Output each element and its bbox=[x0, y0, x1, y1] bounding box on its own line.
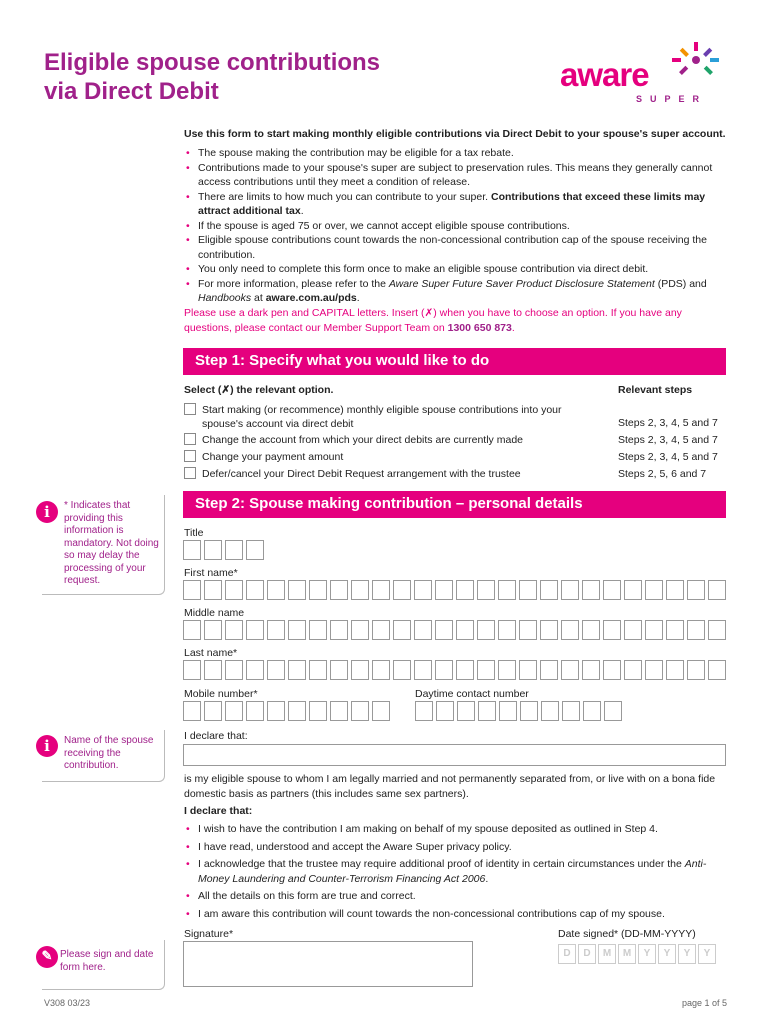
char-box[interactable] bbox=[415, 701, 433, 721]
bullet-text: at bbox=[251, 292, 266, 304]
sign-note bbox=[42, 940, 165, 990]
spouse-name-input[interactable] bbox=[183, 744, 726, 766]
char-box[interactable] bbox=[645, 580, 663, 600]
char-box[interactable] bbox=[183, 580, 201, 600]
spouse-declaration: is my eligible spouse to whom I am legally married and not permanently separated from, or live with on a bona fide domestic basis as partners (this includes same sex partners). bbox=[184, 773, 716, 800]
char-box[interactable] bbox=[414, 620, 432, 640]
declaration-list bbox=[184, 822, 729, 921]
date-day-2[interactable]: D bbox=[578, 944, 596, 964]
char-box[interactable] bbox=[499, 701, 517, 721]
aware-logo bbox=[558, 40, 728, 110]
date-year-2[interactable]: Y bbox=[658, 944, 676, 964]
char-box[interactable] bbox=[225, 580, 243, 600]
list-item: • Eligible spouse contributions count towards the non-concessional contribution cap of the spouse receiving the contribution. bbox=[184, 233, 729, 262]
pen-icon: ✎ bbox=[36, 946, 58, 968]
logo-sub: SUPER bbox=[636, 94, 708, 104]
char-box[interactable] bbox=[666, 620, 684, 640]
char-box[interactable] bbox=[393, 660, 411, 680]
char-box[interactable] bbox=[498, 660, 516, 680]
char-box[interactable] bbox=[372, 580, 390, 600]
bullet-bold: Contributions that exceed these limits may attract additional tax bbox=[198, 190, 706, 217]
char-box[interactable] bbox=[204, 620, 222, 640]
char-box[interactable] bbox=[687, 580, 705, 600]
char-box[interactable] bbox=[414, 580, 432, 600]
bullet-text: There are limits to how much you can contribute to your super. bbox=[198, 190, 491, 203]
char-box[interactable] bbox=[309, 620, 327, 640]
char-box[interactable] bbox=[330, 620, 348, 640]
char-box[interactable] bbox=[330, 580, 348, 600]
char-box[interactable] bbox=[562, 701, 580, 721]
char-box[interactable] bbox=[561, 660, 579, 680]
title-line-2: via Direct Debit bbox=[44, 78, 219, 105]
list-item: • If the spouse is aged 75 or over, we cannot accept eligible spouse contributions. bbox=[184, 219, 729, 234]
char-box[interactable] bbox=[225, 660, 243, 680]
char-box[interactable] bbox=[540, 660, 558, 680]
first-name-input[interactable] bbox=[183, 580, 726, 600]
char-box[interactable] bbox=[456, 660, 474, 680]
step1-heading: Step 1: Specify what you would like to do bbox=[183, 348, 726, 375]
option-steps: Steps 2, 3, 4, 5 and 7 bbox=[618, 451, 718, 463]
spouse-name-note-text: Name of the spouse receiving the contribution. bbox=[64, 735, 154, 771]
date-month-1[interactable]: M bbox=[598, 944, 616, 964]
list-item bbox=[184, 277, 729, 306]
char-box[interactable] bbox=[204, 660, 222, 680]
option-start[interactable] bbox=[184, 403, 604, 431]
last-name-input[interactable] bbox=[183, 660, 726, 680]
char-box[interactable] bbox=[288, 701, 306, 721]
char-box[interactable] bbox=[519, 660, 537, 680]
char-box[interactable] bbox=[246, 540, 264, 560]
char-box[interactable] bbox=[435, 660, 453, 680]
last-name-label: Last name* bbox=[184, 647, 238, 659]
char-box[interactable] bbox=[519, 580, 537, 600]
char-box[interactable] bbox=[582, 580, 600, 600]
form-code: V308 03/23 bbox=[44, 998, 91, 1008]
option-checkbox[interactable] bbox=[184, 433, 196, 445]
logo-burst-icon bbox=[666, 40, 726, 80]
char-box[interactable] bbox=[456, 580, 474, 600]
mobile-input[interactable] bbox=[183, 701, 390, 721]
first-name-label: First name* bbox=[184, 567, 238, 579]
sign-note-text: Please sign and date form here. bbox=[60, 949, 154, 973]
char-box[interactable] bbox=[183, 701, 201, 721]
option-defer-cancel[interactable] bbox=[184, 467, 604, 481]
char-box[interactable] bbox=[183, 660, 201, 680]
title-label: Title bbox=[184, 527, 204, 539]
char-box[interactable] bbox=[477, 580, 495, 600]
char-box[interactable] bbox=[393, 620, 411, 640]
note-text: Please use a dark pen and CAPITAL letters. Insert (✗) when you have to choose an option. If you have any questions, please contact our Member Support Team on bbox=[184, 307, 682, 334]
page-title bbox=[44, 48, 380, 106]
char-box[interactable] bbox=[246, 701, 264, 721]
option-text: Defer/cancel your Direct Debit Request arrangement with the trustee bbox=[202, 468, 521, 480]
char-box[interactable] bbox=[498, 580, 516, 600]
char-box[interactable] bbox=[330, 701, 348, 721]
char-box[interactable] bbox=[582, 660, 600, 680]
char-box[interactable] bbox=[477, 660, 495, 680]
signature-box[interactable] bbox=[183, 941, 473, 987]
char-box[interactable] bbox=[604, 701, 622, 721]
instructions-note bbox=[184, 306, 729, 335]
list-item bbox=[184, 190, 729, 219]
char-box[interactable] bbox=[435, 620, 453, 640]
char-box[interactable] bbox=[267, 660, 285, 680]
char-box[interactable] bbox=[477, 620, 495, 640]
option-steps: Steps 2, 5, 6 and 7 bbox=[618, 468, 707, 480]
char-box[interactable] bbox=[372, 701, 390, 721]
char-box[interactable] bbox=[267, 620, 285, 640]
char-box[interactable] bbox=[498, 620, 516, 640]
date-year-3[interactable]: Y bbox=[678, 944, 696, 964]
char-box[interactable] bbox=[288, 660, 306, 680]
char-box[interactable] bbox=[225, 701, 243, 721]
char-box[interactable] bbox=[183, 540, 201, 560]
char-box[interactable] bbox=[645, 660, 663, 680]
list-item: • The spouse making the contribution may be eligible for a tax rebate. bbox=[184, 146, 729, 161]
char-box[interactable] bbox=[435, 580, 453, 600]
handbooks: Handbooks bbox=[198, 292, 252, 304]
char-box[interactable] bbox=[225, 620, 243, 640]
logo-word: aware bbox=[560, 56, 649, 93]
declare-label: I declare that: bbox=[184, 730, 248, 742]
date-year-4[interactable]: Y bbox=[698, 944, 716, 964]
list-item: • All the details on this form are true and correct. bbox=[184, 889, 729, 904]
list-item: • Contributions made to your spouse's super are subject to preservation rules. This means they generally cannot access contributions until they meet a condition of release. bbox=[184, 161, 729, 190]
char-box[interactable] bbox=[204, 540, 222, 560]
char-box[interactable] bbox=[436, 701, 454, 721]
char-box[interactable] bbox=[708, 620, 726, 640]
middle-name-input[interactable] bbox=[183, 620, 726, 640]
char-box[interactable] bbox=[456, 620, 474, 640]
char-box[interactable] bbox=[246, 620, 264, 640]
mandatory-note-text: * Indicates that providing this information is mandatory. Not doing so may delay the processing of your request. bbox=[64, 500, 159, 586]
daytime-input[interactable] bbox=[415, 701, 622, 721]
act-title: Anti-Money Laundering and Counter-Terrorism Financing Act 2006 bbox=[198, 858, 707, 885]
char-box[interactable] bbox=[288, 620, 306, 640]
option-text: Change your payment amount bbox=[202, 451, 344, 463]
char-box[interactable] bbox=[204, 580, 222, 600]
char-box[interactable] bbox=[351, 660, 369, 680]
char-box[interactable] bbox=[351, 620, 369, 640]
char-box[interactable] bbox=[645, 620, 663, 640]
char-box[interactable] bbox=[372, 620, 390, 640]
char-box[interactable] bbox=[519, 620, 537, 640]
select-label: Select (✗) the relevant option. bbox=[184, 384, 334, 396]
info-icon: i bbox=[36, 735, 58, 757]
option-text: Start making (or recommence) monthly eligible spouse contributions into your spouse's account via direct debit bbox=[202, 404, 562, 430]
char-box[interactable] bbox=[393, 580, 411, 600]
char-box[interactable] bbox=[267, 701, 285, 721]
char-box[interactable] bbox=[372, 660, 390, 680]
option-change-account[interactable] bbox=[184, 433, 604, 447]
char-box[interactable] bbox=[624, 660, 642, 680]
option-change-amount[interactable] bbox=[184, 450, 604, 464]
char-box[interactable] bbox=[309, 701, 327, 721]
char-box[interactable] bbox=[582, 620, 600, 640]
char-box[interactable] bbox=[540, 620, 558, 640]
pds-title: Aware Super Future Saver Product Disclosure Statement bbox=[388, 277, 655, 290]
char-box[interactable] bbox=[520, 701, 538, 721]
note-end: . bbox=[511, 321, 515, 334]
mandatory-note bbox=[42, 495, 165, 595]
bullet-end: . bbox=[300, 205, 304, 217]
info-bullets bbox=[184, 146, 729, 306]
info-icon: i bbox=[36, 501, 58, 523]
char-box[interactable] bbox=[583, 701, 601, 721]
char-box[interactable] bbox=[561, 580, 579, 600]
char-box[interactable] bbox=[666, 660, 684, 680]
char-box[interactable] bbox=[414, 660, 432, 680]
char-box[interactable] bbox=[708, 660, 726, 680]
option-text: Change the account from which your direct debits are currently made bbox=[202, 434, 523, 446]
option-checkbox[interactable] bbox=[184, 403, 196, 415]
char-box[interactable] bbox=[246, 660, 264, 680]
page-number: page 1 of 5 bbox=[682, 998, 728, 1008]
date-month-2[interactable]: M bbox=[618, 944, 636, 964]
support-phone[interactable]: 1300 650 873 bbox=[447, 321, 512, 334]
char-box[interactable] bbox=[183, 620, 201, 640]
list-item: • I have read, understood and accept the Aware Super privacy policy. bbox=[184, 840, 729, 855]
pds-link[interactable]: aware.com.au/pds bbox=[265, 292, 357, 304]
option-checkbox[interactable] bbox=[184, 450, 196, 462]
char-box[interactable] bbox=[541, 701, 559, 721]
char-box[interactable] bbox=[246, 580, 264, 600]
list-item: • I wish to have the contribution I am making on behalf of my spouse deposited as outlined in Step 4. bbox=[184, 822, 729, 837]
char-box[interactable] bbox=[478, 701, 496, 721]
char-box[interactable] bbox=[288, 580, 306, 600]
char-box[interactable] bbox=[457, 701, 475, 721]
declaration-text: I acknowledge that the trustee may require additional proof of identity in certain circumstances under the bbox=[198, 858, 685, 870]
char-box[interactable] bbox=[204, 701, 222, 721]
char-box[interactable] bbox=[309, 580, 327, 600]
char-box[interactable] bbox=[603, 660, 621, 680]
date-day-1[interactable]: D bbox=[558, 944, 576, 964]
char-box[interactable] bbox=[351, 701, 369, 721]
char-box[interactable] bbox=[687, 660, 705, 680]
step2-heading: Step 2: Spouse making contribution – personal details bbox=[183, 491, 726, 518]
option-steps: Steps 2, 3, 4, 5 and 7 bbox=[618, 434, 718, 446]
char-box[interactable] bbox=[351, 580, 369, 600]
date-year-1[interactable]: Y bbox=[638, 944, 656, 964]
char-box[interactable] bbox=[267, 580, 285, 600]
middle-name-label: Middle name bbox=[184, 607, 245, 619]
bullet-text: For more information, please refer to the bbox=[198, 277, 389, 290]
char-box[interactable] bbox=[540, 580, 558, 600]
char-box[interactable] bbox=[225, 540, 243, 560]
bullet-end: . bbox=[356, 292, 360, 304]
daytime-label: Daytime contact number bbox=[415, 688, 529, 700]
title-input[interactable] bbox=[183, 540, 264, 560]
char-box[interactable] bbox=[309, 660, 327, 680]
char-box[interactable] bbox=[603, 580, 621, 600]
option-checkbox[interactable] bbox=[184, 467, 196, 479]
char-box[interactable] bbox=[330, 660, 348, 680]
char-box[interactable] bbox=[624, 620, 642, 640]
date-input[interactable] bbox=[558, 944, 716, 964]
char-box[interactable] bbox=[624, 580, 642, 600]
spouse-name-note bbox=[42, 730, 165, 782]
char-box[interactable] bbox=[561, 620, 579, 640]
bullet-text: (PDS) and bbox=[654, 277, 707, 290]
date-label: Date signed* (DD-MM-YYYY) bbox=[558, 928, 696, 940]
declare-heading: I declare that: bbox=[184, 805, 253, 817]
char-box[interactable] bbox=[708, 580, 726, 600]
list-item bbox=[184, 857, 729, 886]
title-line-1: Eligible spouse contributions bbox=[44, 49, 381, 76]
option-steps: Steps 2, 3, 4, 5 and 7 bbox=[618, 417, 718, 429]
mobile-label: Mobile number* bbox=[184, 688, 258, 700]
char-box[interactable] bbox=[687, 620, 705, 640]
declaration-end: . bbox=[485, 872, 489, 885]
char-box[interactable] bbox=[666, 580, 684, 600]
signature-label: Signature* bbox=[184, 928, 234, 940]
list-item: • You only need to complete this form once to make an eligible spouse contribution via direct debit. bbox=[184, 262, 729, 277]
intro-text: Use this form to start making monthly eligible contributions via Direct Debit to your spouse's super account. bbox=[184, 128, 726, 140]
list-item: • I am aware this contribution will count towards the non-concessional contributions cap of my spouse. bbox=[184, 907, 729, 922]
char-box[interactable] bbox=[603, 620, 621, 640]
relevant-steps-label: Relevant steps bbox=[618, 384, 693, 396]
